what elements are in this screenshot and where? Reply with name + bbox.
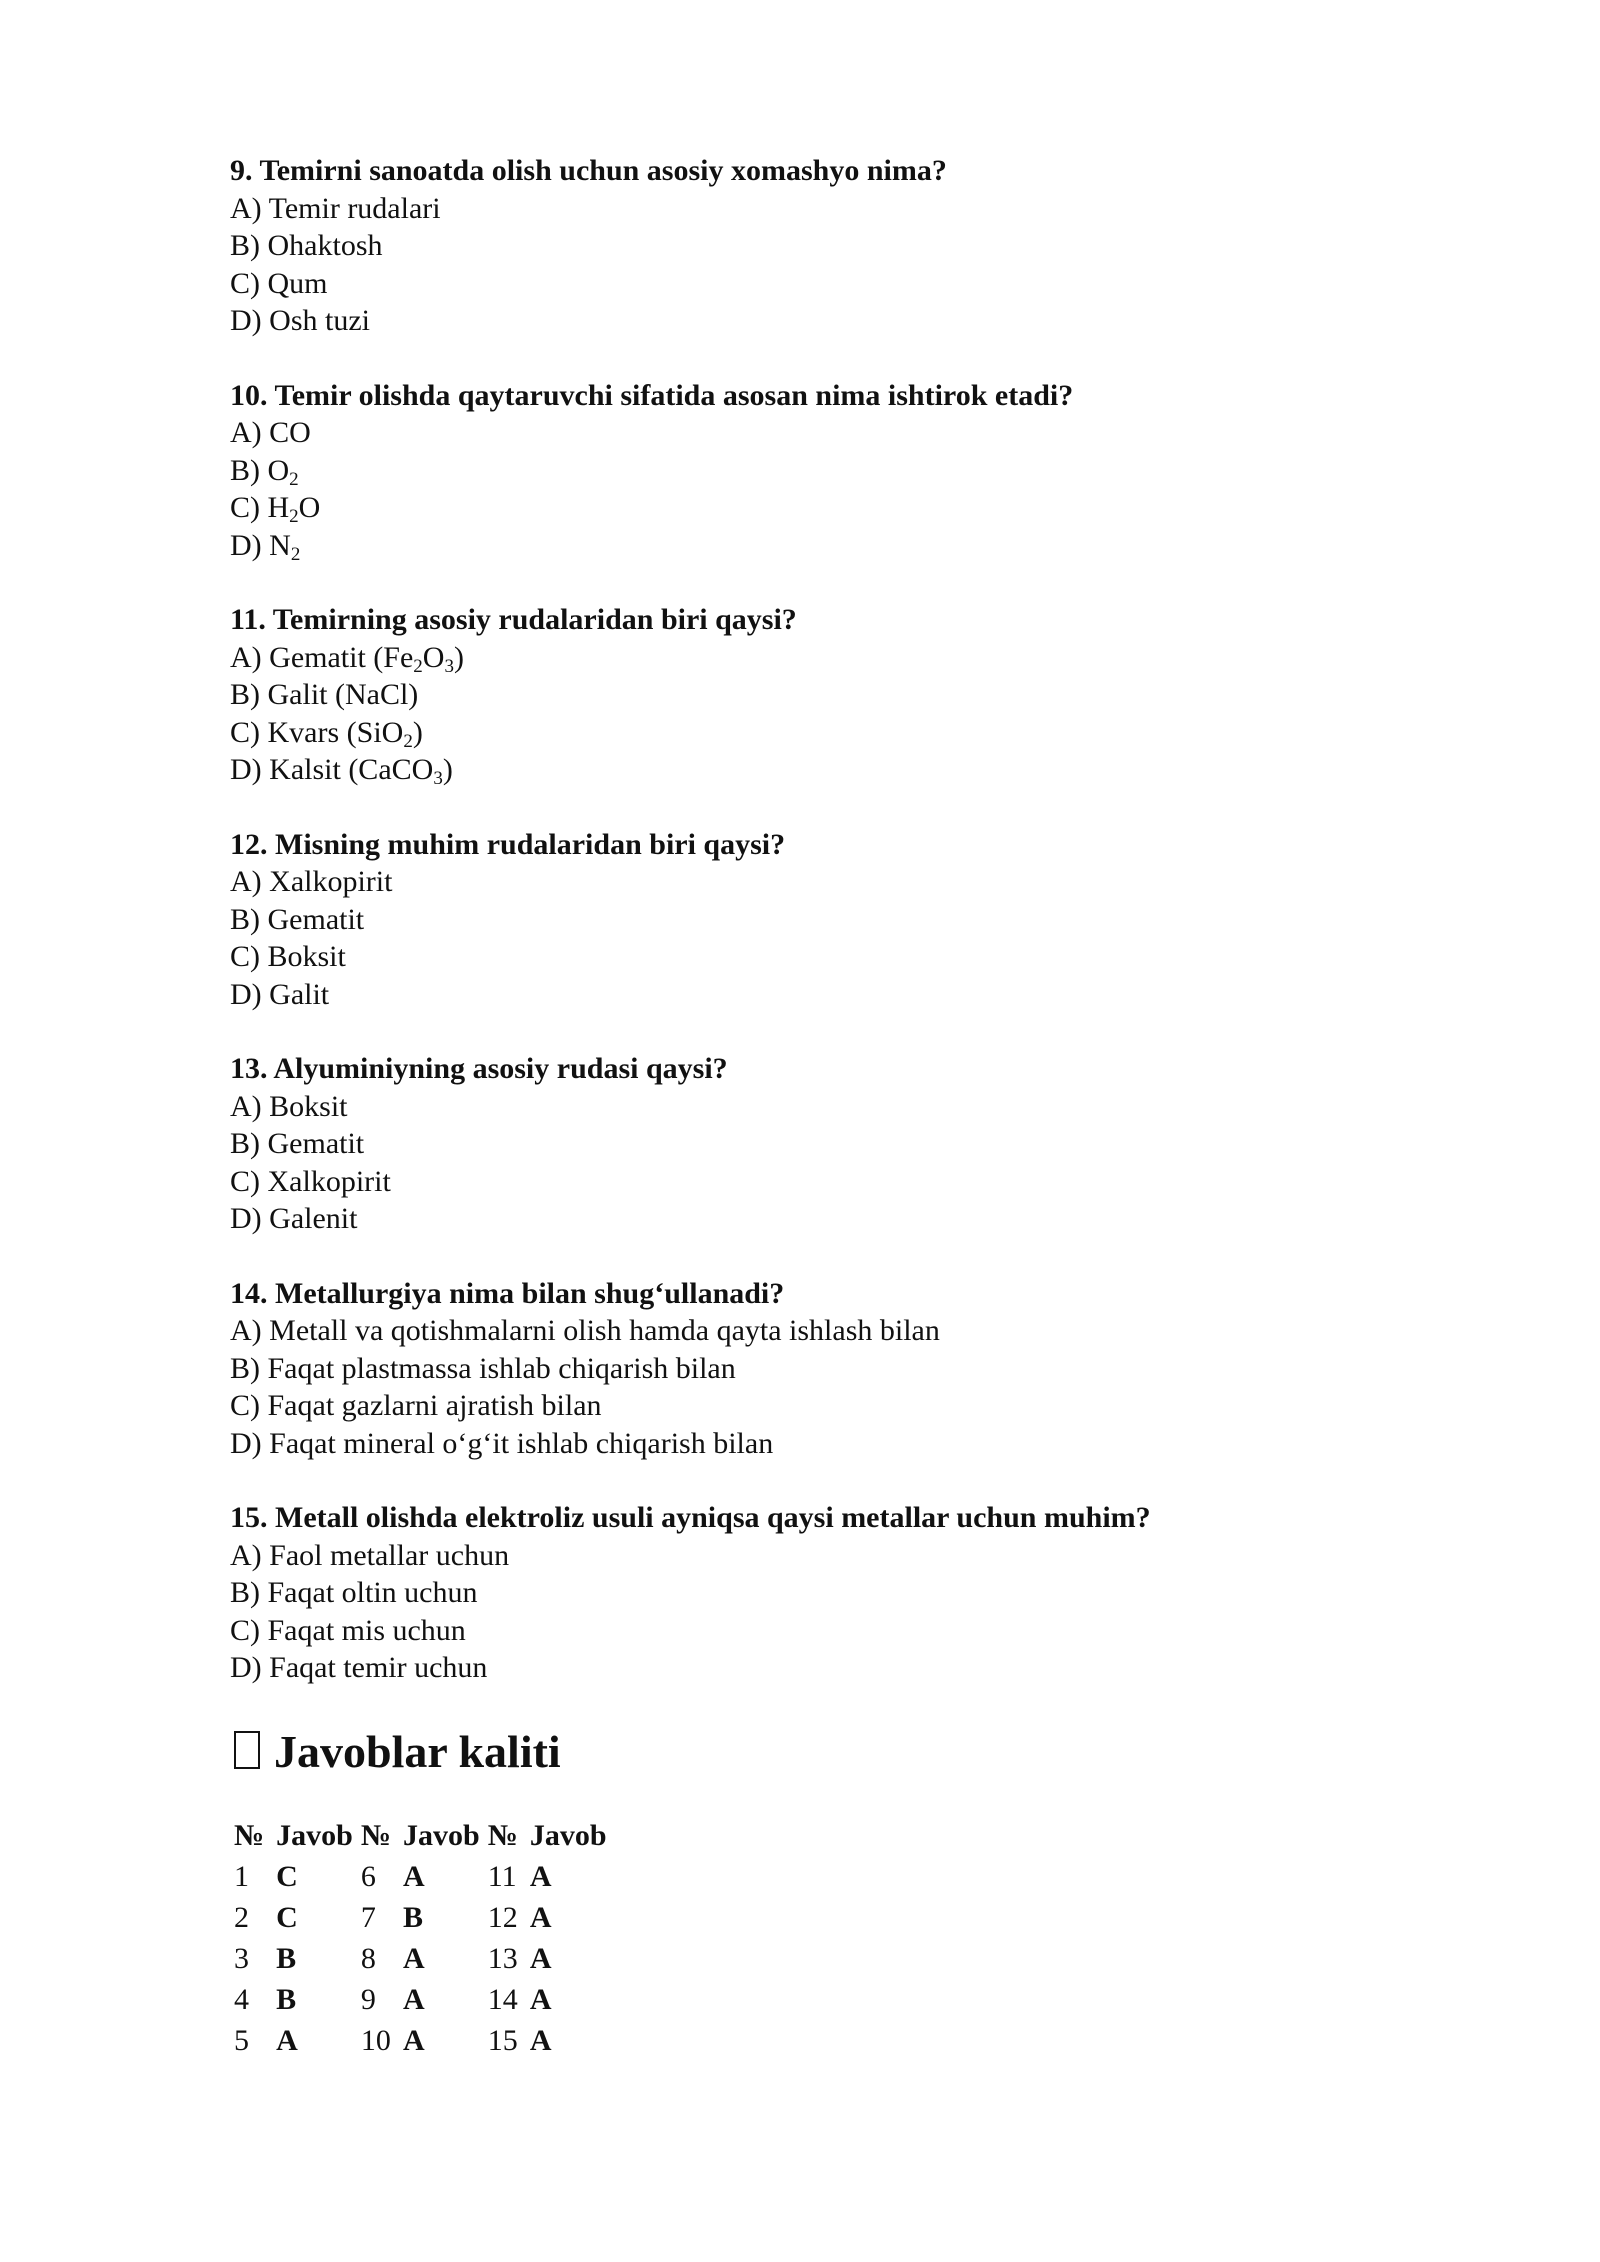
option-text: B) Galit (NaCl) bbox=[230, 678, 419, 711]
option-text: ) bbox=[412, 715, 423, 749]
question-title: 15. Metall olishda elektroliz usuli ayniqsa qaysi metallar uchun muhim? bbox=[230, 1501, 1151, 1534]
option-text: A) Temir rudalari bbox=[230, 191, 441, 225]
option-text: D) Galit bbox=[230, 977, 330, 1011]
option-text: A) Faol metallar uchun bbox=[230, 1538, 510, 1572]
question-title: 13. Alyuminiyning asosiy rudasi qaysi? bbox=[230, 1052, 728, 1085]
answer-option bbox=[230, 265, 1410, 303]
table-row bbox=[230, 1857, 611, 1898]
question-title: 10. Temir olishda qaytaruvchi sifatida asosan nima ishtirok etadi? bbox=[230, 378, 1074, 412]
option-text: O bbox=[298, 491, 321, 524]
option-text: A) CO bbox=[230, 416, 311, 449]
question-block bbox=[230, 1275, 1410, 1463]
answer-letter-cell: A bbox=[403, 1983, 425, 2016]
answer-option bbox=[230, 639, 1410, 677]
question-number-cell: 12 bbox=[487, 1901, 518, 1934]
question-block bbox=[230, 1499, 1410, 1687]
column-header-answer: Javob bbox=[276, 1819, 353, 1852]
table-row bbox=[230, 1980, 611, 2021]
column-header-number: № bbox=[234, 1819, 265, 1852]
option-text: C) H bbox=[230, 491, 290, 524]
answer-option bbox=[230, 714, 1410, 752]
answer-option bbox=[230, 489, 1410, 527]
question-number-cell: 1 bbox=[234, 1860, 249, 1893]
answer-letter-cell: A bbox=[403, 1860, 425, 1893]
question-number-cell: 13 bbox=[487, 1942, 518, 1975]
answer-option bbox=[230, 227, 1410, 265]
option-text: D) Osh tuzi bbox=[230, 304, 370, 337]
answer-option bbox=[230, 938, 1410, 976]
question-block bbox=[230, 601, 1410, 789]
question-block bbox=[230, 826, 1410, 1014]
answer-option bbox=[230, 1574, 1410, 1612]
answer-option bbox=[230, 751, 1410, 789]
option-text: D) Faqat mineral o‘g‘it ishlab chiqarish bilan bbox=[230, 1426, 774, 1460]
answer-letter-cell: A bbox=[529, 2024, 552, 2057]
question-block bbox=[230, 152, 1410, 340]
option-text: ) bbox=[442, 753, 453, 786]
answer-option bbox=[230, 676, 1410, 714]
answer-letter-cell: A bbox=[403, 2024, 425, 2057]
answer-key-table bbox=[230, 1816, 611, 2062]
option-text: A) Gematit (Fe bbox=[230, 640, 414, 674]
answer-option bbox=[230, 452, 1410, 490]
answer-option bbox=[230, 1350, 1410, 1388]
answer-option bbox=[230, 1088, 1410, 1126]
table-row bbox=[230, 1898, 611, 1939]
option-text: C) Kvars (SiO bbox=[230, 715, 404, 749]
option-text: ) bbox=[453, 640, 464, 674]
option-subscript: 2 bbox=[413, 655, 423, 677]
column-header-answer: Javob bbox=[529, 1819, 607, 1852]
answer-letter-cell: A bbox=[529, 1860, 552, 1893]
answer-option bbox=[230, 976, 1410, 1014]
missing-glyph-box-icon bbox=[234, 1731, 260, 1769]
option-text: B) O bbox=[230, 453, 290, 487]
column-header-number: № bbox=[360, 1819, 391, 1852]
answer-option bbox=[230, 1163, 1410, 1201]
option-text: A) Boksit bbox=[230, 1089, 348, 1123]
answer-letter-cell: A bbox=[529, 1983, 552, 2016]
question-number-cell: 14 bbox=[487, 1983, 518, 2016]
question-number-cell: 7 bbox=[360, 1901, 376, 1934]
option-text: C) Boksit bbox=[230, 940, 346, 973]
question-number-cell: 10 bbox=[360, 2024, 391, 2057]
answer-letter-cell: C bbox=[276, 1901, 298, 1934]
option-text: B) Gematit bbox=[230, 902, 365, 936]
answer-option bbox=[230, 527, 1410, 565]
answer-option bbox=[230, 901, 1410, 939]
answer-letter-cell: A bbox=[403, 1942, 425, 1975]
table-row bbox=[230, 1939, 611, 1980]
answer-option bbox=[230, 190, 1410, 228]
option-text: A) Metall va qotishmalarni olish hamda qayta ishlash bilan bbox=[230, 1314, 940, 1347]
answer-option bbox=[230, 1649, 1410, 1687]
option-text: C) Qum bbox=[230, 266, 328, 300]
option-text: C) Xalkopirit bbox=[230, 1164, 391, 1198]
question-title: 9. Temirni sanoatda olish uchun asosiy xomashyo nima? bbox=[230, 154, 947, 187]
option-subscript: 2 bbox=[289, 468, 299, 490]
question-number-cell: 3 bbox=[234, 1942, 249, 1975]
answer-letter-cell: C bbox=[276, 1860, 298, 1893]
question-block bbox=[230, 377, 1410, 565]
answer-option bbox=[230, 1312, 1410, 1350]
column-header-number: № bbox=[487, 1819, 518, 1852]
answer-letter-cell: B bbox=[403, 1901, 424, 1934]
question-number-cell: 2 bbox=[234, 1901, 249, 1934]
option-text: C) Faqat mis uchun bbox=[230, 1613, 466, 1647]
option-text: B) Ohaktosh bbox=[230, 229, 383, 262]
answer-option bbox=[230, 1612, 1410, 1650]
answer-option bbox=[230, 1200, 1410, 1238]
option-subscript: 2 bbox=[289, 506, 299, 527]
option-text: B) Faqat oltin uchun bbox=[230, 1576, 478, 1609]
option-subscript: 3 bbox=[444, 655, 454, 677]
document-content bbox=[230, 152, 1410, 2062]
option-text: D) Faqat temir uchun bbox=[230, 1651, 488, 1684]
option-text: B) Faqat plastmassa ishlab chiqarish bilan bbox=[230, 1351, 736, 1385]
answer-letter-cell: B bbox=[276, 1983, 297, 2016]
option-text: A) Xalkopirit bbox=[230, 865, 393, 898]
question-title: 11. Temirning asosiy rudalaridan biri qaysi? bbox=[230, 603, 797, 636]
option-text: D) N bbox=[230, 528, 291, 562]
question-block bbox=[230, 1050, 1410, 1238]
answer-letter-cell: A bbox=[529, 1901, 552, 1934]
answer-option bbox=[230, 1425, 1410, 1463]
answer-option bbox=[230, 1125, 1410, 1163]
answer-option bbox=[230, 414, 1410, 452]
option-text: O bbox=[422, 640, 445, 674]
question-number-cell: 8 bbox=[360, 1942, 376, 1975]
column-header-answer: Javob bbox=[403, 1819, 480, 1852]
answer-option bbox=[230, 302, 1410, 340]
question-number-cell: 15 bbox=[487, 2024, 518, 2057]
option-subscript: 2 bbox=[290, 543, 301, 565]
question-number-cell: 9 bbox=[360, 1983, 376, 2016]
option-text: C) Faqat gazlarni ajratish bilan bbox=[230, 1389, 602, 1422]
option-subscript: 2 bbox=[403, 730, 413, 752]
question-number-cell: 11 bbox=[487, 1860, 517, 1893]
answer-key-body bbox=[230, 1857, 611, 2062]
answer-key-heading bbox=[230, 1724, 1410, 1780]
answer-key-heading-text: Javoblar kaliti bbox=[274, 1725, 561, 1777]
option-text: D) Kalsit (CaCO bbox=[230, 753, 434, 786]
answer-option bbox=[230, 1387, 1410, 1425]
table-row bbox=[230, 2021, 611, 2062]
question-number-cell: 4 bbox=[234, 1983, 249, 2016]
question-list bbox=[230, 152, 1410, 1687]
option-text: D) Galenit bbox=[230, 1202, 358, 1235]
question-number-cell: 6 bbox=[360, 1860, 376, 1893]
answer-letter-cell: A bbox=[276, 2024, 298, 2057]
answer-letter-cell: A bbox=[529, 1942, 552, 1975]
question-title: 12. Misning muhim rudalaridan biri qaysi? bbox=[230, 827, 786, 861]
option-subscript: 3 bbox=[433, 768, 443, 789]
option-text: B) Gematit bbox=[230, 1127, 365, 1160]
question-title: 14. Metallurgiya nima bilan shug‘ullanadi? bbox=[230, 1276, 785, 1310]
question-number-cell: 5 bbox=[234, 2024, 249, 2057]
answer-letter-cell: B bbox=[276, 1942, 297, 1975]
answer-option bbox=[230, 1537, 1410, 1575]
answer-option bbox=[230, 863, 1410, 901]
answer-key-header-row bbox=[230, 1816, 611, 1857]
